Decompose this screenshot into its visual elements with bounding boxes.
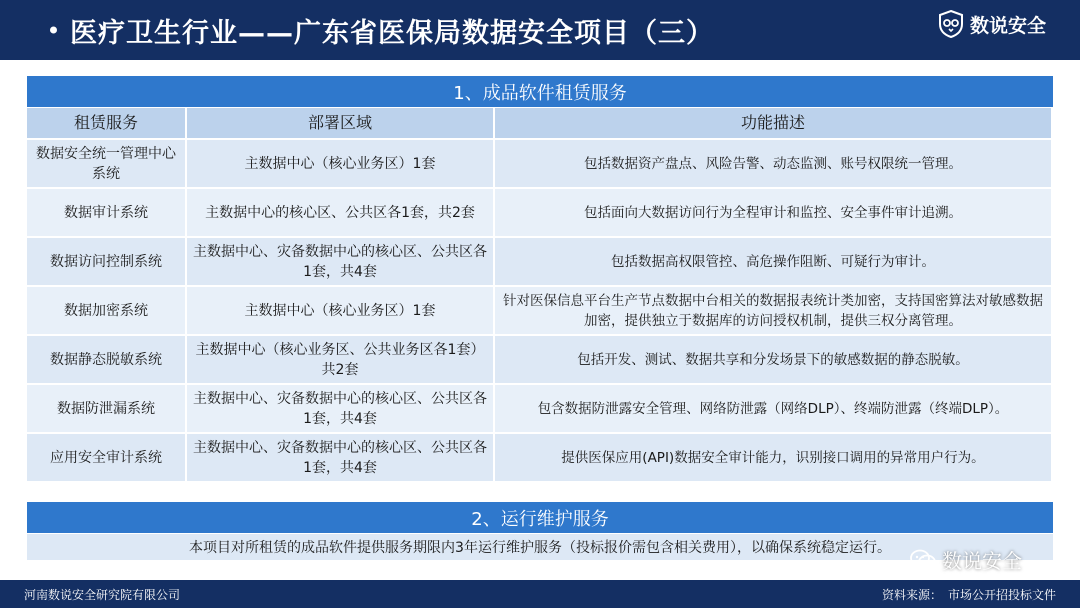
- brand-name: 数说安全: [969, 14, 1046, 37]
- cell-service: 应用安全审计系统: [27, 434, 187, 483]
- cell-area: 主数据中心的核心区、公共区各1套，共2套: [187, 189, 495, 238]
- lease-services-table: [27, 108, 1053, 483]
- column-header-description: 功能描述: [495, 108, 1053, 140]
- cell-area: 主数据中心、灾备数据中心的核心区、公共区各1套，共4套: [187, 385, 495, 434]
- cell-description: 包括数据高权限管控、高危操作阻断、可疑行为审计。: [495, 238, 1053, 287]
- cell-area: 主数据中心（核心业务区）1套: [187, 140, 495, 189]
- table-row: [27, 385, 1053, 434]
- table-row: [27, 336, 1053, 385]
- column-header-service: 租赁服务: [27, 108, 187, 140]
- cell-service: 数据安全统一管理中心系统: [27, 140, 187, 189]
- cell-service: 数据访问控制系统: [27, 238, 187, 287]
- page-title: 医疗卫生行业——广东省医保局数据安全项目（三）: [0, 11, 714, 50]
- cell-service: 数据防泄漏系统: [27, 385, 187, 434]
- footer-organization: 河南数说安全研究院有限公司: [24, 587, 181, 602]
- header-bar: [0, 0, 1080, 60]
- cell-area: 主数据中心、灾备数据中心的核心区、公共区各1套，共4套: [187, 238, 495, 287]
- table-row: [27, 140, 1053, 189]
- cell-description: 包含数据防泄露安全管理、网络防泄露（网络DLP）、终端防泄露（终端DLP）。: [495, 385, 1053, 434]
- section-title-software-lease: 1、成品软件租赁服务: [27, 76, 1053, 107]
- cell-area: 主数据中心、灾备数据中心的核心区、公共区各1套，共4套: [187, 434, 495, 483]
- cell-service: 数据审计系统: [27, 189, 187, 238]
- footer-source: [882, 586, 1056, 603]
- cell-service: 数据加密系统: [27, 287, 187, 336]
- table-row: [27, 434, 1053, 483]
- cell-area: 主数据中心（核心业务区）1套: [187, 287, 495, 336]
- wechat-watermark: [910, 545, 1022, 574]
- table-row: [27, 189, 1053, 238]
- footer-bar: [0, 580, 1080, 608]
- operations-description: 本项目对所租赁的成品软件提供服务期限内3年运行维护服务（投标报价需包含相关费用），以确保系统稳定运行。: [27, 534, 1053, 560]
- cell-description: 包括数据资产盘点、风险告警、动态监测、账号权限统一管理。: [495, 140, 1053, 189]
- brand-logo: [938, 10, 1046, 38]
- column-header-area: 部署区域: [187, 108, 495, 140]
- cell-description: 包括开发、测试、数据共享和分发场景下的敏感数据的静态脱敏。: [495, 336, 1053, 385]
- cell-area: 主数据中心（核心业务区、公共业务区各1套）共2套: [187, 336, 495, 385]
- footer-source-label: 资料来源：: [881, 587, 942, 602]
- table-header-row: [27, 108, 1053, 140]
- cell-description: 包括面向大数据访问行为全程审计和监控、安全事件审计追溯。: [495, 189, 1053, 238]
- wechat-account-name: 数说安全: [942, 549, 1022, 573]
- section-title-operations: 2、运行维护服务: [27, 502, 1053, 533]
- footer-source-value: 市场公开招投标文件: [947, 587, 1056, 602]
- shield-owl-icon: [938, 10, 964, 38]
- cell-description: 针对医保信息平台生产节点数据中台相关的数据报表统计类加密，支持国密算法对敏感数据加密，提供独立于数据库的访问授权机制，提供三权分离管理。: [495, 287, 1053, 336]
- cell-service: 数据静态脱敏系统: [27, 336, 187, 385]
- cell-description: 提供医保应用(API)数据安全审计能力，识别接口调用的异常用户行为。: [495, 434, 1053, 483]
- table-row: [27, 287, 1053, 336]
- wechat-icon: [910, 549, 936, 571]
- table-row: [27, 238, 1053, 287]
